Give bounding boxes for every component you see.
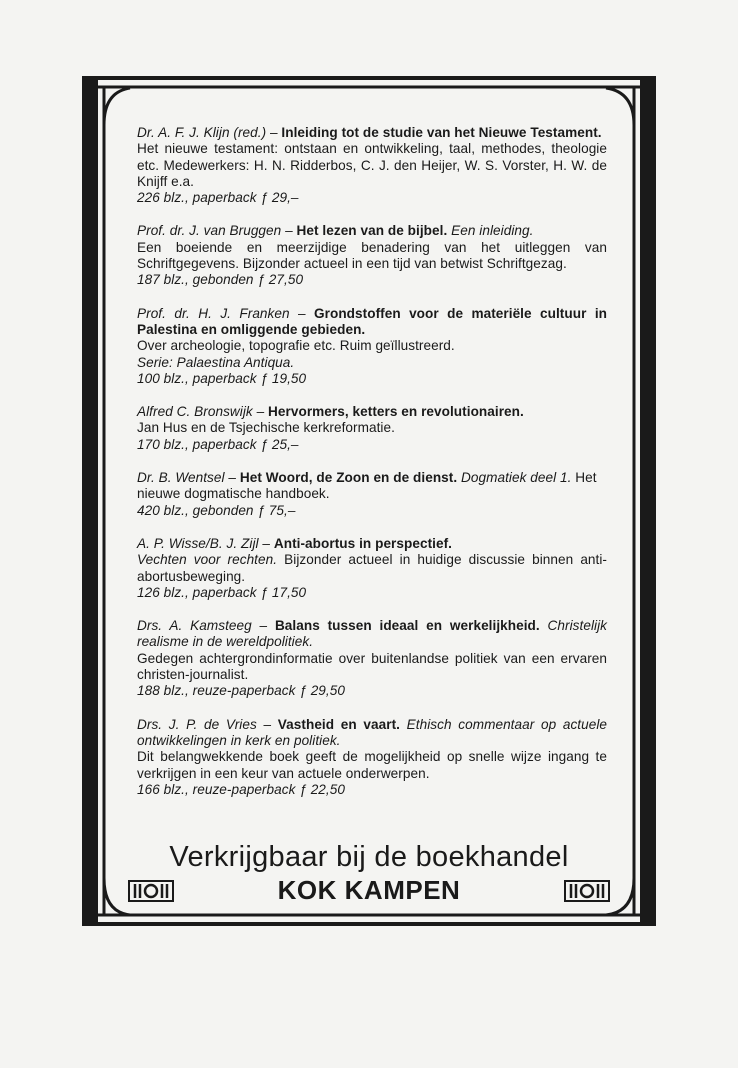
book-subtitle: Dogmatiek deel 1. xyxy=(461,470,572,486)
book-description: Het nieuwe testament: ontstaan en ontwikkeling, taal, methodes, theologie etc. Medewerkers: H. N. Ridderbos, C. J. den Heijer, W. S. Vorster, H. W. de Knijff e.a. xyxy=(137,141,607,189)
book-description: Een boeiende en meerzijdige benadering van het uitleggen van Schriftgegevens. Bijzonder actueel in een tijd van betwist Schriftgezag. xyxy=(137,239,607,272)
book-entry xyxy=(137,717,607,798)
book-details: 100 blz., paperback ƒ 19,50 xyxy=(137,370,307,386)
book-details: 126 blz., paperback ƒ 17,50 xyxy=(137,584,307,600)
frame-left-bar xyxy=(84,78,98,924)
book-author: Dr. A. F. J. Klijn (red.) xyxy=(137,125,267,140)
book-subtitle: Christelijk realisme in de wereldpolitiek. xyxy=(137,618,608,650)
book-heading: Dr. A. F. J. Klijn (red.) – Inleiding tot de studie van het Nieuwe Testament. xyxy=(137,125,602,140)
book-description: Dit belangwekkende boek geeft de mogelijkheid op snelle wijze ingang te verkrijgen in een keur van actuele onderwerpen. xyxy=(137,749,607,781)
book-title: Vastheid en vaart. xyxy=(277,716,400,732)
book-description: Over archeologie, topografie etc. Ruim geïllustreerd. xyxy=(137,338,455,354)
book-details: 188 blz., reuze-paperback ƒ 29,50 xyxy=(137,683,345,699)
book-heading: Alfred C. Bronswijk – Hervormers, ketters en revolutionairen. xyxy=(137,404,524,420)
book-heading: Prof. dr. J. van Bruggen – Het lezen van de bijbel. Een inleiding. xyxy=(137,223,534,239)
book-author: Prof. dr. J. van Bruggen xyxy=(137,223,282,239)
frame-corner-top-left xyxy=(104,88,130,125)
book-entry xyxy=(137,125,607,206)
book-details: 166 blz., reuze-paperback ƒ 22,50 xyxy=(137,781,345,797)
book-description: Bijzonder actueel in huidige discussie binnen anti-abortusbeweging. xyxy=(137,552,608,584)
book-heading: Drs. A. Kamsteeg – Balans tussen ideaal en werkelijkheid. Christelijk realisme in de wereldpolitiek. xyxy=(137,618,608,650)
book-author: Alfred C. Bronswijk xyxy=(137,404,253,420)
book-details: 420 blz., gebonden ƒ 75,– xyxy=(137,502,296,518)
publisher-logo-left-icon xyxy=(128,880,174,902)
frame-right-bar xyxy=(640,78,654,924)
book-details: 170 blz., paperback ƒ 25,– xyxy=(137,436,299,452)
book-title: Grondstoffen voor de materiële cultuur in Palestina en omliggende gebieden. xyxy=(137,305,607,337)
book-entry xyxy=(137,618,607,699)
book-title: Anti-abortus in perspectief. xyxy=(273,535,452,551)
book-details: 226 blz., paperback ƒ 29,– xyxy=(137,190,299,206)
book-author: Drs. J. P. de Vries xyxy=(137,716,257,732)
publisher-name: KOK KAMPEN xyxy=(277,875,461,905)
book-heading: Drs. J. P. de Vries – Vastheid en vaart. Ethisch commentaar op actuele ontwikkelingen in kerk en politiek. xyxy=(137,716,608,748)
book-heading: A. P. Wisse/B. J. Zijl – Anti-abortus in perspectief. xyxy=(137,535,452,551)
book-author: Prof. dr. H. J. Franken xyxy=(137,305,290,321)
book-subtitle: Ethisch commentaar op actuele ontwikkelingen in kerk en politiek. xyxy=(137,716,608,748)
book-author: Drs. A. Kamsteeg xyxy=(137,618,252,634)
book-title: Het Woord, de Zoon en de dienst. xyxy=(239,470,458,486)
book-details: 187 blz., gebonden ƒ 27,50 xyxy=(137,272,304,288)
book-entry xyxy=(137,470,607,519)
book-series: Serie: Palaestina Antiqua. xyxy=(137,354,295,370)
book-subtitle: Een inleiding. xyxy=(451,223,534,239)
book-description: Het nieuwe dogmatische handboek. xyxy=(137,470,597,502)
book-entry xyxy=(137,404,607,453)
book-title: Hervormers, ketters en revolutionairen. xyxy=(268,404,524,420)
book-author: A. P. Wisse/B. J. Zijl xyxy=(137,535,259,551)
book-entry xyxy=(137,223,607,288)
book-title: Balans tussen ideaal en werkelijkheid. xyxy=(274,618,540,634)
book-description-block xyxy=(137,552,607,585)
book-title: Het lezen van de bijbel. xyxy=(296,223,448,239)
book-heading: Prof. dr. H. J. Franken – Grondstoffen voor de materiële cultuur in Palestina en omliggende gebieden. xyxy=(137,305,607,337)
book-description: Gedegen achtergrondinformatie over buitenlandse politiek van een ervaren christen-journalist. xyxy=(137,650,607,683)
availability-line: Verkrijgbaar bij de boekhandel xyxy=(169,841,569,873)
book-entry xyxy=(137,306,607,387)
frame-corner-top-right xyxy=(606,88,634,125)
book-subtitle: Vechten voor rechten. xyxy=(137,552,278,568)
book-author: Dr. B. Wentsel xyxy=(137,470,225,486)
publisher-logo-right-icon xyxy=(564,880,610,902)
book-heading: Dr. B. Wentsel – Het Woord, de Zoon en de dienst. Dogmatiek deel 1. Het nieuwe dogmatische handboek. xyxy=(137,470,597,502)
book-list xyxy=(137,125,607,815)
book-description: Jan Hus en de Tsjechische kerkreformatie. xyxy=(137,420,395,436)
book-entry xyxy=(137,536,607,601)
book-title: Inleiding tot de studie van het Nieuwe Testament. xyxy=(281,125,602,140)
